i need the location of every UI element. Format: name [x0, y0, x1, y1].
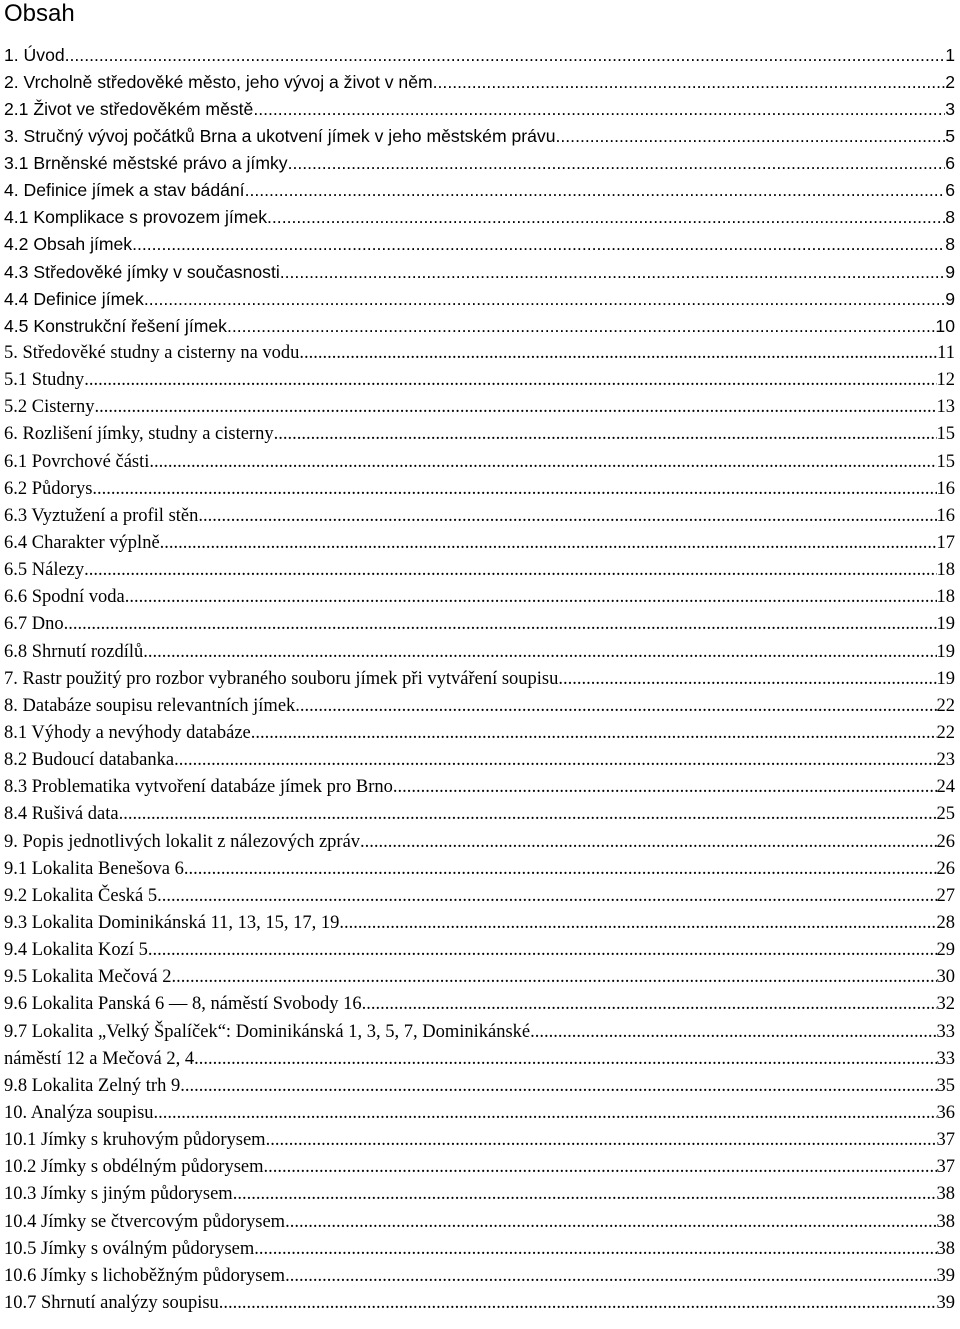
toc-entry-label: 10.3 Jímky s jiným půdorysem: [4, 1184, 233, 1205]
toc-entry-label: 9.6 Lokalita Panská 6 — 8, náměstí Svobody 16: [4, 994, 362, 1015]
toc-entry-label: 5.2 Cisterny: [4, 397, 95, 418]
toc-entry[interactable]: [4, 476, 955, 503]
toc-entry[interactable]: [4, 177, 955, 204]
toc-dot-leader: [94, 394, 936, 421]
toc-dot-leader: [393, 774, 937, 801]
toc-entry[interactable]: [4, 204, 955, 231]
toc-dot-leader: [125, 584, 937, 611]
toc-entry-page-number: 16: [936, 505, 955, 526]
toc-dot-leader: [253, 96, 945, 123]
toc-entry-page-number: 33: [936, 1048, 955, 1069]
toc-dot-leader: [84, 557, 936, 584]
toc-entry-page-number: 8: [945, 207, 955, 228]
toc-dot-leader: [154, 1100, 937, 1127]
toc-dot-leader: [198, 503, 936, 530]
toc-entry[interactable]: [4, 829, 955, 856]
toc-entry-label: 8. Databáze soupisu relevantních jímek: [4, 695, 296, 716]
toc-entry-page-number: 6: [945, 153, 955, 174]
page-title: Obsah: [4, 0, 75, 27]
toc-entry-label: 10.2 Jímky s obdélným půdorysem: [4, 1157, 264, 1178]
toc-dot-leader: [266, 1127, 937, 1154]
toc-entry-label: 6.2 Půdorys: [4, 478, 93, 499]
toc-dot-leader: [285, 1209, 936, 1236]
toc-dot-leader: [171, 964, 936, 991]
toc-entry[interactable]: [4, 1019, 955, 1046]
toc-entry-label: náměstí 12 a Mečová 2, 4: [4, 1048, 195, 1069]
toc-entry[interactable]: [4, 42, 955, 69]
toc-entry-page-number: 9: [945, 261, 955, 282]
toc-entry-page-number: 30: [936, 967, 955, 988]
toc-entry-page-number: 6: [945, 180, 955, 201]
toc-dot-leader: [360, 829, 936, 856]
toc-entry-label: 9.7 Lokalita „Velký Špalíček“: Dominikánská 1, 3, 5, 7, Dominikánské: [4, 1021, 531, 1042]
toc-entry-page-number: 18: [936, 587, 955, 608]
toc-entry[interactable]: [4, 1127, 955, 1154]
toc-entry-page-number: 11: [937, 343, 955, 364]
toc-entry-label: 4.2 Obsah jímek: [4, 234, 133, 255]
toc-entry-label: 3.1 Brněnské městské právo a jímky: [4, 153, 288, 174]
toc-entry-page-number: 26: [936, 858, 955, 879]
toc-entry[interactable]: [4, 801, 955, 828]
toc-entry-label: 9. Popis jednotlivých lokalit z nálezových zpráv: [4, 831, 361, 852]
toc-entry-page-number: 13: [936, 397, 955, 418]
toc-entry[interactable]: [4, 1209, 955, 1236]
toc-entry[interactable]: [4, 856, 955, 883]
toc-entry[interactable]: [4, 340, 955, 367]
toc-entry-label: 8.1 Výhody a nevýhody databáze: [4, 723, 251, 744]
toc-entry-page-number: 37: [936, 1157, 955, 1178]
toc-entry-page-number: 39: [936, 1292, 955, 1313]
toc-entry[interactable]: [4, 774, 955, 801]
toc-entry-page-number: 39: [936, 1265, 955, 1286]
toc-dot-leader: [132, 231, 945, 258]
toc-entry[interactable]: [4, 611, 955, 638]
toc-entry[interactable]: [4, 1181, 955, 1208]
toc-dot-leader: [84, 367, 936, 394]
toc-entry-label: 3. Stručný vývoj počátků Brna a ukotvení jímek v jeho městském právu: [4, 125, 556, 146]
toc-entry-label: 2.1 Život ve středověkém městě: [4, 98, 254, 119]
toc-entry-label: 10.4 Jímky se čtvercovým půdorysem: [4, 1211, 286, 1232]
toc-entry[interactable]: [4, 150, 955, 177]
toc-dot-leader: [219, 1290, 937, 1317]
toc-entry-label: 9.4 Lokalita Kozí 5: [4, 940, 148, 961]
toc-dot-leader: [339, 910, 936, 937]
toc-dot-leader: [180, 1073, 936, 1100]
toc-entry-page-number: 3: [945, 98, 955, 119]
toc-entry-label: 4.3 Středověké jímky v současnosti: [4, 261, 280, 282]
toc-dot-leader: [119, 801, 937, 828]
toc-entry[interactable]: [4, 1046, 955, 1073]
toc-entry[interactable]: [4, 1236, 955, 1263]
toc-dot-leader: [274, 421, 937, 448]
toc-entry-page-number: 29: [936, 940, 955, 961]
toc-entry-label: 9.1 Lokalita Benešova 6: [4, 858, 184, 879]
toc-dot-leader: [143, 639, 936, 666]
toc-entry-page-number: 1: [945, 44, 955, 65]
toc-entry[interactable]: [4, 286, 955, 313]
toc-entry-page-number: 16: [936, 478, 955, 499]
toc-entry[interactable]: [4, 231, 955, 258]
toc-entry-label: 10.7 Shrnutí analýzy soupisu: [4, 1292, 219, 1313]
toc-entry-page-number: 9: [945, 288, 955, 309]
toc-entry[interactable]: [4, 1100, 955, 1127]
toc-entry-label: 8.3 Problematika vytvoření databáze jímek pro Brno: [4, 777, 393, 798]
toc-entry-page-number: 19: [936, 641, 955, 662]
toc-dot-leader: [285, 1263, 936, 1290]
toc-entry[interactable]: [4, 1073, 955, 1100]
toc-entry-page-number: 2: [945, 71, 955, 92]
toc-entry-label: 5. Středověké studny a cisterny na vodu: [4, 343, 300, 364]
toc-entry[interactable]: [4, 1154, 955, 1181]
toc-entry[interactable]: [4, 503, 955, 530]
toc-entry[interactable]: [4, 69, 955, 96]
toc-entry-page-number: 12: [936, 370, 955, 391]
toc-entry-label: 10.5 Jímky s oválným půdorysem: [4, 1238, 255, 1259]
toc-entry-label: 6. Rozlišení jímky, studny a cisterny: [4, 424, 274, 445]
toc-entry-page-number: 38: [936, 1184, 955, 1205]
toc-entry-page-number: 15: [936, 451, 955, 472]
toc-entry-label: 4.1 Komplikace s provozem jímek: [4, 207, 268, 228]
toc-entry-page-number: 38: [936, 1211, 955, 1232]
toc-dot-leader: [558, 666, 936, 693]
toc-entry[interactable]: [4, 530, 955, 557]
toc-entry[interactable]: [4, 747, 955, 774]
toc-entry-page-number: 15: [936, 424, 955, 445]
toc-entry-page-number: 25: [936, 804, 955, 825]
toc-dot-leader: [295, 693, 936, 720]
toc-entry[interactable]: [4, 720, 955, 747]
toc-dot-leader: [288, 150, 946, 177]
toc-entry[interactable]: [4, 421, 955, 448]
toc-entry-label: 10. Analýza soupisu: [4, 1102, 154, 1123]
toc-entry-page-number: 19: [936, 668, 955, 689]
table-of-contents: [4, 42, 955, 1318]
toc-dot-leader: [254, 1236, 936, 1263]
toc-entry-label: 6.5 Nálezy: [4, 560, 85, 581]
toc-entry[interactable]: [4, 1263, 955, 1290]
toc-entry-label: 9.8 Lokalita Zelný trh 9: [4, 1075, 181, 1096]
toc-dot-leader: [267, 204, 945, 231]
toc-entry-label: 5.1 Studny: [4, 370, 85, 391]
toc-entry-page-number: 22: [936, 723, 955, 744]
toc-entry[interactable]: [4, 991, 955, 1018]
toc-dot-leader: [264, 1154, 937, 1181]
toc-entry[interactable]: [4, 123, 955, 150]
toc-dot-leader: [184, 856, 937, 883]
toc-entry-page-number: 35: [936, 1075, 955, 1096]
toc-dot-leader: [157, 883, 936, 910]
toc-entry-label: 10.6 Jímky s lichoběžným půdorysem: [4, 1265, 286, 1286]
toc-entry-page-number: 37: [936, 1130, 955, 1151]
toc-dot-leader: [299, 340, 937, 367]
toc-entry-label: 9.3 Lokalita Dominikánská 11, 13, 15, 17, 19: [4, 913, 340, 933]
toc-dot-leader: [245, 177, 946, 204]
toc-entry-label: 9.2 Lokalita Česká 5: [4, 885, 158, 906]
toc-entry[interactable]: [4, 1290, 955, 1317]
toc-entry[interactable]: [4, 259, 955, 286]
toc-dot-leader: [144, 286, 945, 313]
toc-entry[interactable]: [4, 666, 955, 693]
toc-entry-label: 1. Úvod: [4, 44, 65, 65]
toc-entry-page-number: 32: [936, 994, 955, 1015]
toc-entry[interactable]: [4, 910, 955, 937]
toc-dot-leader: [174, 747, 936, 774]
toc-entry-label: 8.2 Budoucí databanka: [4, 750, 175, 771]
toc-dot-leader: [149, 449, 936, 476]
toc-entry[interactable]: [4, 313, 955, 340]
toc-entry-page-number: 10: [935, 315, 955, 336]
toc-dot-leader: [530, 1019, 936, 1046]
toc-dot-leader: [227, 313, 935, 340]
toc-entry[interactable]: [4, 584, 955, 611]
toc-entry-label: 6.7 Dno: [4, 614, 64, 635]
toc-entry-page-number: 17: [936, 533, 955, 554]
toc-entry-page-number: 23: [936, 750, 955, 771]
toc-entry-page-number: 8: [945, 234, 955, 255]
toc-dot-leader: [64, 611, 937, 638]
toc-entry-label: 6.6 Spodní voda: [4, 587, 125, 608]
toc-entry[interactable]: [4, 883, 955, 910]
toc-dot-leader: [362, 991, 937, 1018]
toc-dot-leader: [92, 476, 936, 503]
toc-entry-label: 4.4 Definice jímek: [4, 288, 144, 309]
toc-entry-label: 9.5 Lokalita Mečová 2: [4, 967, 172, 988]
toc-entry-page-number: 18: [936, 560, 955, 581]
toc-entry[interactable]: [4, 557, 955, 584]
toc-entry-label: 8.4 Rušivá data: [4, 804, 119, 825]
toc-dot-leader: [194, 1046, 936, 1073]
toc-dot-leader: [280, 259, 945, 286]
toc-dot-leader: [160, 530, 937, 557]
toc-entry-page-number: 28: [936, 913, 955, 933]
toc-entry[interactable]: [4, 367, 955, 394]
toc-entry[interactable]: [4, 937, 955, 964]
toc-entry-page-number: 38: [936, 1238, 955, 1259]
toc-entry-label: 6.8 Shrnutí rozdílů: [4, 641, 144, 662]
toc-entry[interactable]: [4, 449, 955, 476]
toc-entry[interactable]: [4, 693, 955, 720]
toc-dot-leader: [556, 123, 946, 150]
toc-entry[interactable]: [4, 96, 955, 123]
toc-entry-page-number: 27: [936, 885, 955, 906]
toc-entry[interactable]: [4, 964, 955, 991]
toc-entry-label: 7. Rastr použitý pro rozbor vybraného souboru jímek při vytváření soupisu: [4, 668, 559, 689]
toc-entry-page-number: 22: [936, 695, 955, 716]
toc-entry-page-number: 36: [936, 1102, 955, 1123]
toc-entry-page-number: 26: [936, 831, 955, 852]
toc-dot-leader: [251, 720, 937, 747]
toc-entry-label: 4.5 Konstrukční řešení jímek: [4, 315, 227, 336]
toc-entry-label: 6.3 Vyztužení a profil stěn: [4, 505, 199, 526]
toc-entry-label: 4. Definice jímek a stav bádání: [4, 180, 245, 201]
toc-entry-page-number: 24: [936, 777, 955, 798]
toc-entry-page-number: 5: [945, 125, 955, 146]
toc-dot-leader: [65, 42, 946, 69]
toc-dot-leader: [233, 1181, 937, 1208]
toc-entry-page-number: 33: [936, 1021, 955, 1042]
toc-entry-label: 6.1 Povrchové části: [4, 451, 150, 472]
toc-dot-leader: [148, 937, 937, 964]
toc-entry-label: 2. Vrcholně středověké město, jeho vývoj a život v něm: [4, 71, 433, 92]
toc-entry-label: 6.4 Charakter výplně: [4, 533, 160, 554]
toc-entry-page-number: 19: [936, 614, 955, 635]
toc-entry[interactable]: [4, 639, 955, 666]
toc-entry-label: 10.1 Jímky s kruhovým půdorysem: [4, 1130, 266, 1151]
toc-dot-leader: [433, 69, 946, 96]
toc-entry[interactable]: [4, 394, 955, 421]
